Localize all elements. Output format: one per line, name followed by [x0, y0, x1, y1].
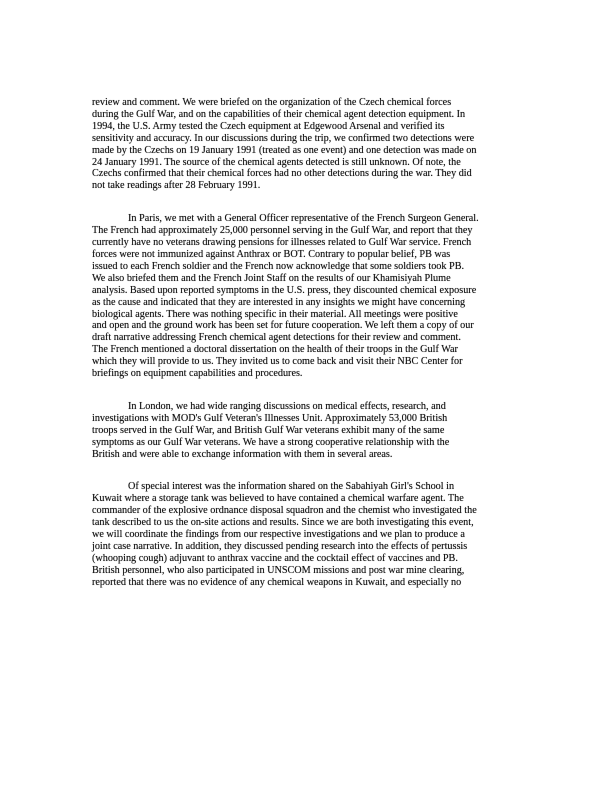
paragraph — [92, 97, 522, 192]
text-line: which they will provide to us. They invited us to come back and visit their NBC Center for — [92, 356, 463, 368]
text-line: biological agents. There was nothing specific in their material. All meetings were positive — [92, 308, 458, 320]
text-line: The French had approximately 25,000 personnel serving in the Gulf War, and report that they — [92, 225, 473, 237]
text-line: Of special interest was the information shared on the Sabahiyah Girl's School in — [128, 481, 455, 493]
text-line: analysis. Based upon reported symptoms in the U.S. press, they discounted chemical exposure — [92, 284, 477, 296]
text-line: briefings on equipment capabilities and procedures. — [92, 368, 303, 380]
text-line: issued to each French soldier and the French now acknowledge that some soldiers took PB. — [92, 260, 465, 272]
text-line: not take readings after 28 February 1991. — [92, 180, 261, 192]
text-line: In Paris, we met with a General Officer representative of the French Surgeon General. — [128, 213, 479, 225]
text-line: as the cause and indicated that they are interested in any insights we might have concerning — [92, 296, 466, 308]
text-line: during the Gulf War, and on the capabilities of their chemical agent detection equipment. In — [92, 108, 466, 120]
document-text — [92, 97, 522, 589]
text-line: troops served in the Gulf War, and British Gulf War veterans exhibit many of the same — [92, 424, 445, 436]
paragraph — [92, 401, 522, 461]
text-line: The French mentioned a doctoral dissertation on the health of their troops in the Gulf War — [92, 344, 458, 356]
text-line: British personnel, who also participated in UNSCOM missions and post war mine clearing, — [92, 564, 465, 576]
text-line: (whooping cough) adjuvant to anthrax vaccine and the cocktail effect of vaccines and PB. — [92, 552, 458, 564]
text-line: 1994, the U.S. Army tested the Czech equipment at Edgewood Arsenal and verified its — [92, 120, 445, 132]
text-line: Kuwait where a storage tank was believed to have contained a chemical warfare agent. The — [92, 493, 464, 505]
paragraph — [92, 481, 522, 588]
text-line: we will coordinate the findings from our respective investigations and we plan to produce a — [92, 529, 465, 541]
text-line: currently have no veterans drawing pensions for illnesses related to Gulf War service. French — [92, 237, 472, 249]
text-line: 24 January 1991. The source of the chemical agents detected is still unknown. Of note, the — [92, 156, 461, 168]
text-line: investigations with MOD's Gulf Veteran's Illnesses Unit. Approximately 53,000 British — [92, 412, 448, 424]
text-line: review and comment. We were briefed on the organization of the Czech chemical forces — [92, 97, 452, 108]
text-line: commander of the explosive ordnance disposal squadron and the chemist who investigated the — [92, 505, 477, 517]
text-line: reported that there was no evidence of any chemical weapons in Kuwait, and especially no — [92, 576, 462, 588]
paragraph — [92, 213, 522, 380]
text-line: We also briefed them and the French Joint Staff on the results of our Khamisiyah Plume — [92, 272, 451, 284]
text-line: British and were able to exchange information with them in several areas. — [92, 448, 393, 460]
text-line: forces were not immunized against Anthrax or BOT. Contrary to popular belief, PB was — [92, 248, 451, 260]
text-line: sensitivity and accuracy. In our discussions during the trip, we confirmed two detections were — [92, 132, 475, 144]
text-line: In London, we had wide ranging discussions on medical effects, research, and — [128, 400, 446, 412]
text-line: Czechs confirmed that their chemical forces had no other detections during the war. They did — [92, 168, 472, 180]
text-line: and open and the ground work has been set for future cooperation. We left them a copy of our — [92, 320, 474, 332]
text-line: symptoms as our Gulf War veterans. We have a strong cooperative relationship with the — [92, 436, 450, 448]
text-line: draft narrative addressing French chemical agent detections for their review and comment. — [92, 332, 461, 344]
text-line: made by the Czechs on 19 January 1991 (treated as one event) and one detection was made on — [92, 144, 477, 156]
text-line: tank described to us the on-site actions and results. Since we are both investigating this event, — [92, 517, 474, 529]
text-line: joint case narrative. In addition, they discussed pending research into the effects of pertussis — [92, 541, 468, 552]
